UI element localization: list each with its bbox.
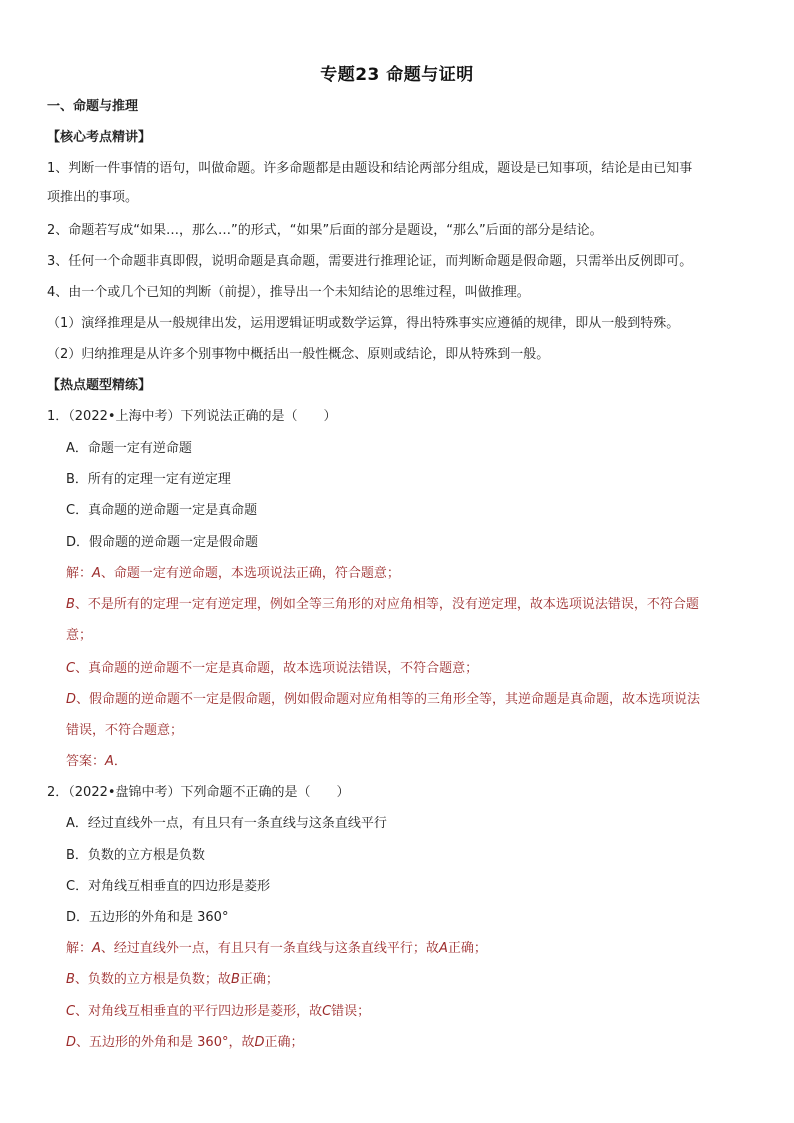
core-point-line: 2、命题若写成“如果…，那么…”的形式，“如果”后面的部分是题设，“那么”后面的部分是结论。 [47,223,603,238]
question-1-option-d: D．假命题的逆命题一定是假命题 [66,535,259,550]
question-1-solution-line: D、假命题的逆命题不一定是假命题，例如假命题对应角相等的三角形全等，其逆命题是真命题，故本选项说法 [66,692,701,707]
question-1-solution-line: 意； [66,628,93,643]
question-1-solution-line: 解：A、命题一定有逆命题，本选项说法正确，符合题意； [66,566,400,581]
question-1-solution-line: B、不是所有的定理一定有逆定理，例如全等三角形的对应角相等，没有逆定理，故本选项说法错误，不符合题 [66,597,699,612]
question-2-option-d: D．五边形的外角和是 360° [66,910,229,925]
question-1-option-b: B．所有的定理一定有逆定理 [66,472,231,487]
question-2-solution-line: B、负数的立方根是负数；故B正确； [66,972,279,987]
core-points-header: 【核心考点精讲】 [47,130,152,145]
question-2-solution-line: C、对角线互相垂直的平行四边形是菱形，故C错误； [66,1004,371,1019]
question-2-option-c: C．对角线互相垂直的四边形是菱形 [66,879,271,894]
section-heading: 一、命题与推理 [47,99,139,114]
core-point-line: （1）演绎推理是从一般规律出发，运用逻辑证明或数学运算，得出特殊事实应遵循的规律，即从一般到特殊。 [47,316,680,331]
question-1-option-a: A．命题一定有逆命题 [66,441,192,456]
question-2-option-a: A．经过直线外一点，有且只有一条直线与这条直线平行 [66,816,387,831]
question-1-option-c: C．真命题的逆命题一定是真命题 [66,503,258,518]
question-1-stem: 1．（2022•上海中考）下列说法正确的是（ ） [47,409,337,424]
question-1-solution-line: C、真命题的逆命题不一定是真命题，故本选项说法错误，不符合题意； [66,661,479,676]
core-point-line: （2）归纳推理是从许多个别事物中概括出一般性概念、原则或结论，即从特殊到一般。 [47,347,550,362]
core-point-line: 3、任何一个命题非真即假，说明命题是真命题，需要进行推理论证，而判断命题是假命题，只需举出反例即可。 [47,254,693,269]
question-1-solution-line: 错误，不符合题意； [66,723,184,738]
question-1-answer: 答案：A． [66,754,127,769]
page-title: 专题23 命题与证明 [320,65,474,85]
practice-header: 【热点题型精练】 [47,378,152,393]
core-point-line: 4、由一个或几个已知的判断（前提），推导出一个未知结论的思维过程，叫做推理。 [47,285,530,300]
question-2-stem: 2．（2022•盘锦中考）下列命题不正确的是（ ） [47,785,350,800]
core-point-line: 项推出的事项。 [47,190,139,205]
core-point-line: 1、判断一件事情的语句，叫做命题。许多命题都是由题设和结论两部分组成，题设是已知事项，结论是由已知事 [47,161,693,176]
question-2-solution-line: D、五边形的外角和是 360°，故D正确； [66,1035,304,1050]
question-2-option-b: B．负数的立方根是负数 [66,848,205,863]
question-2-solution-line: 解：A、经过直线外一点，有且只有一条直线与这条直线平行；故A正确； [66,941,487,956]
